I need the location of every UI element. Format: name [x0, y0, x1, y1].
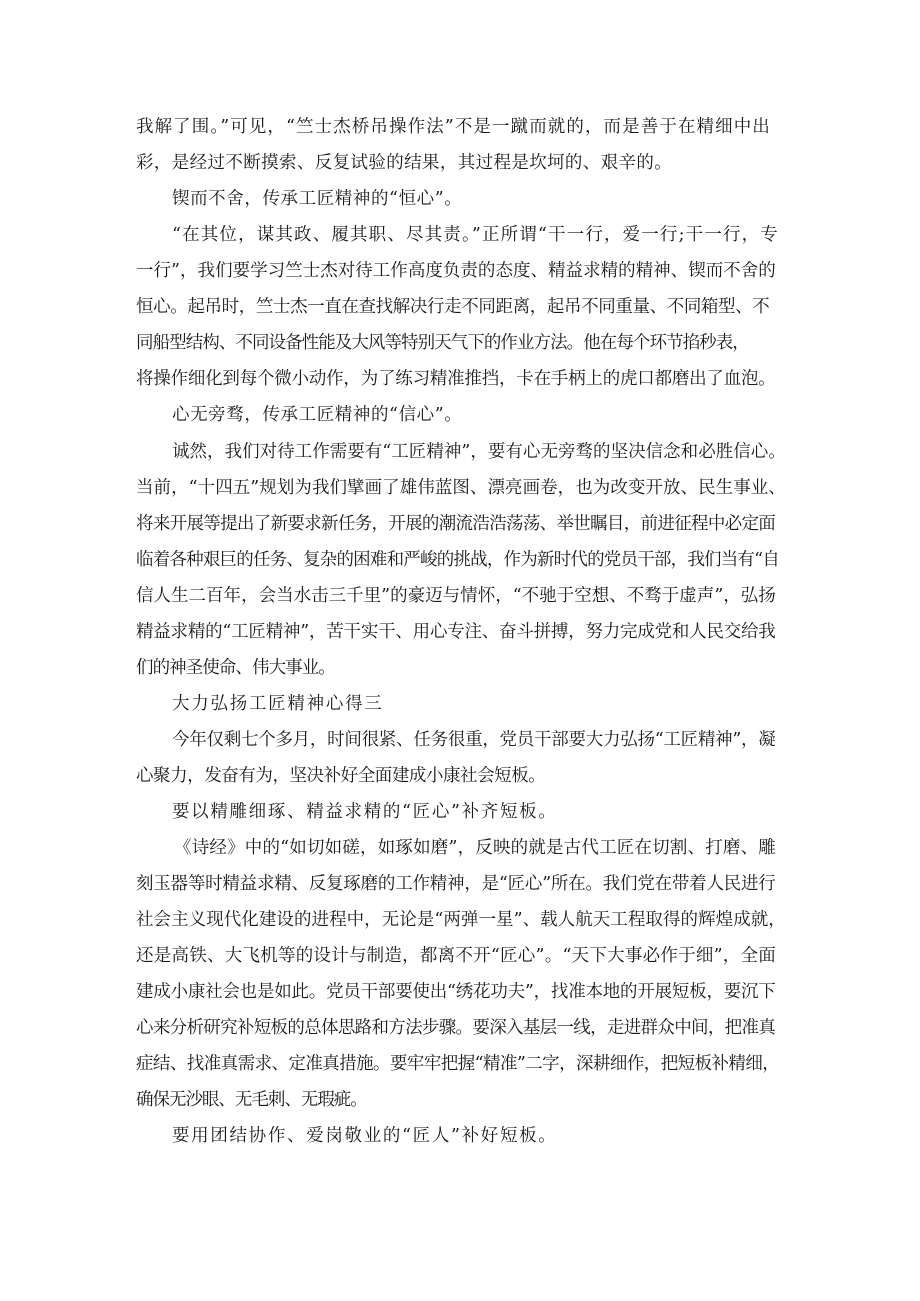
text-line: “在其位，谋其政、履其职、尽其责。”正所谓“干一行，爱一行;干一行，专	[172, 225, 779, 245]
section-heading: 大力弘扬工匠精神心得三	[172, 694, 384, 714]
text-line: 们的神圣使命、伟大事业。	[136, 658, 335, 678]
text-line: 恒心。起吊时，竺士杰一直在查找解决行走不同距离，起吊不同重量、不同箱型、不	[136, 297, 770, 317]
text-line: 同船型结构、不同设备性能及大风等特别天气下的作业方法。他在每个环节掐秒表，	[136, 333, 749, 353]
section-heading: 要用团结协作、爱岗敬业的“匠人”补好短板。	[172, 1126, 558, 1146]
section-heading: 要以精雕细琢、精益求精的“匠心”补齐短板。	[172, 802, 558, 822]
text-line: 当前，“十四五”规划为我们擘画了雄伟蓝图、漂亮画卷，也为改变开放、民生事业、	[136, 478, 786, 498]
text-line: 临着各种艰巨的任务、复杂的困难和严峻的挑战，作为新时代的党员干部，我们当有“自	[136, 550, 780, 570]
text-line: 一行”，我们要学习竺士杰对待工作高度负责的态度、精益求精的精神、锲而不舍的	[136, 261, 776, 281]
text-line: 诚然，我们对待工作需要有“工匠精神”，要有心无旁骛的坚决信念和必胜信心。	[172, 442, 786, 462]
text-line: 我解了围。”可见，“竺士杰桥吊操作法”不是一蹴而就的，而是善于在精细中出	[136, 117, 771, 137]
text-line: 彩，是经过不断摸索、反复试验的结果，其过程是坎坷的、艰辛的。	[136, 153, 673, 173]
text-line: 将来开展等提出了新要求新任务，开展的潮流浩浩荡荡、举世瞩目，前进征程中必定面	[136, 514, 776, 534]
text-line: 确保无沙眼、无毛刺、无瑕疵。	[136, 1090, 367, 1110]
text-line: 心聚力，发奋有为，坚决补好全面建成小康社会短板。	[136, 766, 546, 786]
text-line: 社会主义现代化建设的进程中，无论是“两弹一星”、载人航天工程取得的辉煌成就，	[136, 910, 786, 930]
text-line: 症结、找准真需求、定准真措施。要牢牢把握“精准”二字，深耕细作，把短板补精细，	[136, 1054, 780, 1074]
text-line: 精益求精的“工匠精神”，苦干实干、用心专注、奋斗拼搏，努力完成党和人民交给我	[136, 622, 776, 642]
text-line: 将操作细化到每个微小动作，为了练习精准推挡，卡在手柄上的虎口都磨出了血泡。	[136, 369, 776, 389]
text-line: 今年仅剩七个多月，时间很紧、任务很重，党员干部要大力弘扬“工匠精神”，凝	[172, 730, 776, 750]
section-heading: 锲而不舍，传承工匠精神的“恒心”。	[172, 189, 463, 209]
text-line: 建成小康社会也是如此。党员干部要使出“绣花功夫”，找准本地的开展短板，要沉下	[136, 982, 776, 1002]
text-line: 还是高铁、大飞机等的设计与制造，都离不开“匠心”。“天下大事必作于细”，全面	[136, 946, 777, 966]
section-heading: 心无旁骛，传承工匠精神的“信心”。	[172, 405, 463, 425]
text-line: 心来分析研究补短板的总体思路和方法步骤。要深入基层一线，走进群众中间，把准真	[136, 1018, 776, 1038]
text-line: 《诗经》中的“如切如磋，如琢如磨”，反映的就是古代工匠在切割、打磨、雕	[174, 838, 776, 858]
text-line: 刻玉器等时精益求精、反复琢磨的工作精神，是“匠心”所在。我们党在带着人民进行	[136, 874, 776, 894]
text-line: 信人生二百年，会当水击三千里”的豪迈与情怀，“不驰于空想、不骛于虚声”，弘扬	[136, 586, 776, 606]
